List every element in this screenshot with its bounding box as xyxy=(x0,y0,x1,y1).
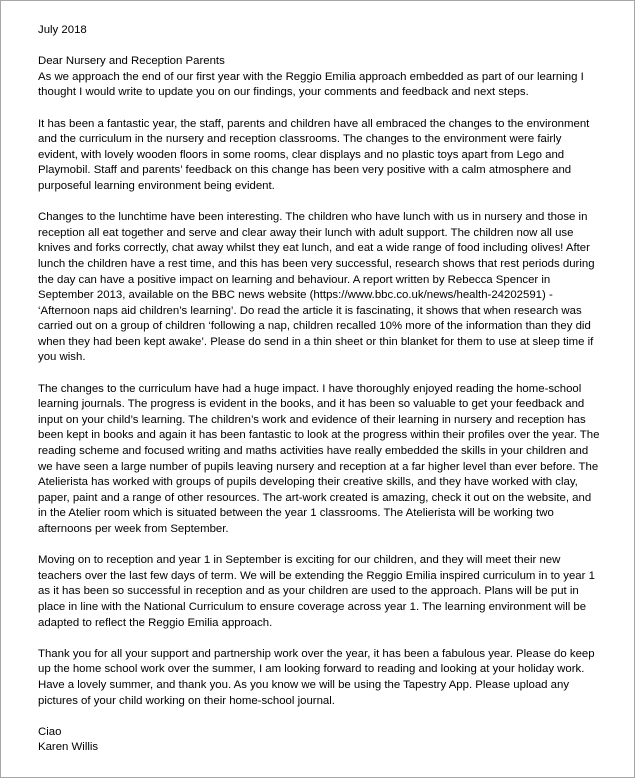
spacer xyxy=(38,39,600,55)
paragraph-intro: As we approach the end of our first year with the Reggio Emilia approach embedded as part of our learning I thought I would write to update you on our findings, your comments and feedback and next steps. xyxy=(38,70,584,99)
letter-date: July 2018 xyxy=(38,24,87,36)
letter-signature: Karen Willis xyxy=(38,741,99,754)
letter-body xyxy=(38,23,600,756)
paragraph-lunchtime: Changes to the lunchtime have been interesting. The children who have lunch with us in nursery and those in reception all eat together and serve and clear away their lunch with adult support. The children now all use knives and forks correctly, chat away whilst they eat lunch, and eat a wide range of food including olives! After lunch the children have a rest time, and this has been very successful, research shows that rest periods during the day can have a positive impact on learning and behaviour. A report written by Rebecca Spencer in September 2013, available on the BBC news website (https://www.bbc.co.uk/news/health-24202591) - ‘Afternoon naps aid children’s learning’. Do read the article it is fascinating, it shows that when research was carried out on a group of children ‘following a nap, children recalled 10% more of the information than they did when they had been kept awake’. Please do send in a thin sheet or thin blanket for them to use at sleep time if you wish. xyxy=(38,211,595,364)
paragraph-environment: It has been a fantastic year, the staff, parents and children have all embraced the changes to the environment and the curriculum in the nursery and reception classrooms. The changes to the environment were fairly evident, with lovely wooden floors in some rooms, clear displays and no plastic toys apart from Lego and Playmobil. Staff and parents’ feedback on this change has been very positive with a calm atmosphere and purposeful learning environment being evident. xyxy=(38,117,590,192)
paragraph-curriculum: The changes to the curriculum have had a huge impact. I have thoroughly enjoyed reading the home-school learning journals. The progress is evident in the books, and it has been so valuable to get your feedback and input on your child’s learning. The children’s work and evidence of their learning in nursery and reception has been kept in books and again it has been fantastic to look at the progress within their profiles over the year. The reading scheme and focused writing and maths activities have really embedded the skills in your children and we have seen a large number of pupils leaving nursery and reception at a far higher level than ever before. The Atelierista has worked with groups of pupils developing their creative skills, and they have worked with clay, paper, paint and a range of other resources. The art-work created is amazing, check it out on the website, and in the Atelier room which is situated between the year 1 classrooms. The Atelierista will be working two afternoons per week from September. xyxy=(38,382,600,535)
letter-signoff: Ciao xyxy=(38,725,62,738)
letter-salutation: Dear Nursery and Reception Parents xyxy=(38,55,225,68)
paragraph-next-steps: Moving on to reception and year 1 in September is exciting for our children, and they will meet their new teachers over the last few days of term. We will be extending the Reggio Emilia inspired curriculum in to year 1 as it has been so successful in reception and as your children are used to the approach. Plans will be put in place in line with the National Curriculum to ensure coverage across year 1. The learning environment will be adapted to reflect the Reggio Emilia approach. xyxy=(38,554,595,629)
paragraph-thanks: Thank you for all your support and partnership work over the year, it has been a fabulous year. Please do keep up the home school work over the summer, I am looking forward to reading and looking at your holiday work. Have a lovely summer, and thank you. As you know we will be using the Tapestry App. Please upload any pictures of your child working on their home-school journal. xyxy=(38,647,595,707)
